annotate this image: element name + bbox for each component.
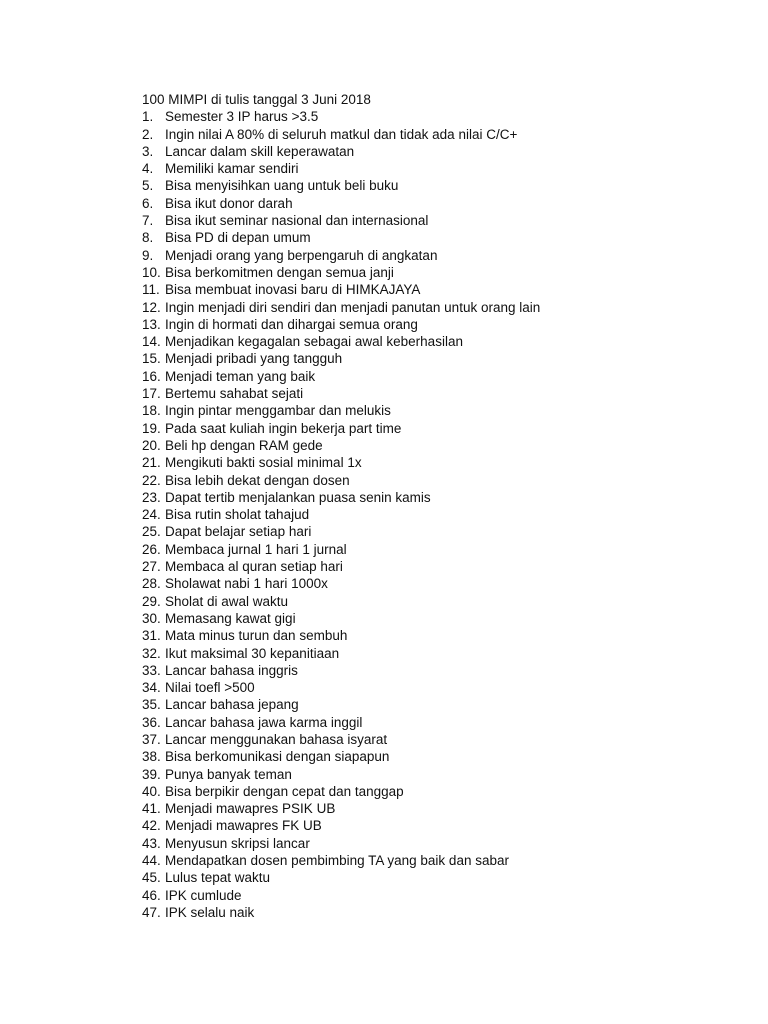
list-item-number: 47. — [142, 904, 161, 920]
list-item — [142, 299, 742, 316]
list-item — [142, 541, 742, 558]
list-item-text: Bisa PD di depan umum — [165, 230, 311, 246]
list-item-text: Ingin pintar menggambar dan melukis — [165, 403, 391, 419]
list-item — [142, 783, 742, 800]
list-item — [142, 852, 742, 869]
list-item-number: 21. — [142, 455, 161, 471]
list-item-number: 37. — [142, 731, 161, 747]
list-item-text: Nilai toefl >500 — [165, 680, 255, 696]
list-item — [142, 350, 742, 367]
list-item-text: Ingin nilai A 80% di seluruh matkul dan tidak ada nilai C/C+ — [165, 126, 518, 142]
list-item — [142, 869, 742, 886]
list-item — [142, 506, 742, 523]
list-item-text: Membaca al quran setiap hari — [165, 559, 343, 575]
list-item-number: 6. — [142, 195, 154, 211]
list-item-number: 12. — [142, 299, 161, 315]
list-item-number: 19. — [142, 420, 161, 436]
list-item-number: 20. — [142, 437, 161, 453]
list-item-text: Bisa berpikir dengan cepat dan tanggap — [165, 783, 404, 799]
list-item — [142, 575, 742, 592]
list-item-number: 3. — [142, 143, 154, 159]
list-item-text: Dapat tertib menjalankan puasa senin kamis — [165, 489, 431, 505]
list-item-number: 40. — [142, 783, 161, 799]
list-item-text: Menjadikan kegagalan sebagai awal keberhasilan — [165, 334, 463, 350]
list-item-text: Sholat di awal waktu — [165, 593, 289, 609]
list-item-number: 8. — [142, 230, 154, 246]
list-item-number: 39. — [142, 766, 161, 782]
list-item — [142, 420, 742, 437]
list-item-number: 31. — [142, 628, 161, 644]
list-item — [142, 593, 742, 610]
list-item-text: Sholawat nabi 1 hari 1000x — [165, 576, 328, 592]
list-item-text: Bertemu sahabat sejati — [165, 386, 304, 402]
list-item-number: 13. — [142, 316, 161, 332]
list-item-number: 42. — [142, 818, 161, 834]
list-item-number: 10. — [142, 264, 161, 280]
list-item-text: Bisa rutin sholat tahajud — [165, 507, 310, 523]
list-item-number: 28. — [142, 576, 161, 592]
list-item — [142, 281, 742, 298]
list-item-text: IPK selalu naik — [165, 904, 255, 920]
list-item-number: 1. — [142, 109, 154, 125]
document-title: 100 MIMPI di tulis tanggal 3 Juni 2018 — [142, 92, 371, 107]
list-item — [142, 229, 742, 246]
list-item-text: Bisa berkomitmen dengan semua janji — [165, 264, 394, 280]
list-item-text: Bisa berkomunikasi dengan siapapun — [165, 749, 390, 765]
list-item-text: Lancar menggunakan bahasa isyarat — [165, 731, 388, 747]
dream-list — [142, 108, 742, 921]
list-item-text: Mengikuti bakti sosial minimal 1x — [165, 455, 362, 471]
list-item-number: 11. — [142, 282, 160, 298]
list-item — [142, 817, 742, 834]
list-item — [142, 368, 742, 385]
list-item-number: 29. — [142, 593, 161, 609]
list-item-text: Lulus tepat waktu — [165, 870, 271, 886]
list-item-text: Bisa ikut seminar nasional dan internasional — [165, 213, 429, 229]
list-item — [142, 610, 742, 627]
list-item — [142, 714, 742, 731]
list-item — [142, 143, 742, 160]
list-item — [142, 489, 742, 506]
list-item — [142, 247, 742, 264]
list-item — [142, 333, 742, 350]
list-item — [142, 679, 742, 696]
list-item-text: Lancar bahasa inggris — [165, 662, 298, 678]
list-item — [142, 645, 742, 662]
list-item-text: Membaca jurnal 1 hari 1 jurnal — [165, 541, 347, 557]
list-item — [142, 800, 742, 817]
list-item-text: Mendapatkan dosen pembimbing TA yang baik dan sabar — [165, 853, 509, 869]
list-item — [142, 160, 742, 177]
list-item-number: 36. — [142, 714, 161, 730]
list-item-number: 23. — [142, 489, 161, 505]
list-item-text: Bisa ikut donor darah — [165, 195, 293, 211]
list-item — [142, 177, 742, 194]
document-page — [142, 91, 742, 921]
list-item-text: Lancar bahasa jawa karma inggil — [165, 714, 363, 730]
list-item-number: 26. — [142, 541, 161, 557]
list-item — [142, 558, 742, 575]
list-item-text: Menjadi teman yang baik — [165, 368, 316, 384]
list-item-text: Menyusun skripsi lancar — [165, 835, 310, 851]
list-item-text: Menjadi orang yang berpengaruh di angkatan — [165, 247, 438, 263]
list-item-number: 32. — [142, 645, 161, 661]
list-item-number: 45. — [142, 870, 161, 886]
list-item-text: Ikut maksimal 30 kepanitiaan — [165, 645, 340, 661]
list-item — [142, 195, 742, 212]
list-item — [142, 696, 742, 713]
list-item-text: Memiliki kamar sendiri — [165, 161, 299, 177]
list-item — [142, 264, 742, 281]
list-item-number: 22. — [142, 472, 161, 488]
list-item — [142, 126, 742, 143]
list-item-text: Ingin di hormati dan dihargai semua orang — [165, 316, 418, 332]
list-item — [142, 766, 742, 783]
list-item — [142, 835, 742, 852]
list-item-text: Menjadi mawapres FK UB — [165, 818, 322, 834]
list-item — [142, 904, 742, 921]
list-item — [142, 731, 742, 748]
list-item — [142, 887, 742, 904]
list-item-number: 25. — [142, 524, 161, 540]
list-item-number: 7. — [142, 213, 154, 229]
list-item-text: Bisa lebih dekat dengan dosen — [165, 472, 350, 488]
list-item — [142, 212, 742, 229]
list-item-text: Semester 3 IP harus >3.5 — [165, 109, 319, 125]
list-item-number: 27. — [142, 559, 161, 575]
list-item — [142, 108, 742, 125]
list-item — [142, 385, 742, 402]
list-item-number: 46. — [142, 887, 161, 903]
list-item-text: Mata minus turun dan sembuh — [165, 628, 348, 644]
list-item-number: 44. — [142, 853, 161, 869]
list-item-number: 15. — [142, 351, 161, 367]
list-item-number: 43. — [142, 835, 161, 851]
list-item-text: Punya banyak teman — [165, 766, 292, 782]
list-item-text: Menjadi mawapres PSIK UB — [165, 801, 336, 817]
list-item-number: 30. — [142, 610, 161, 626]
list-item-text: Pada saat kuliah ingin bekerja part time — [165, 420, 402, 436]
list-item — [142, 316, 742, 333]
list-item-number: 38. — [142, 749, 161, 765]
list-item-text: IPK cumlude — [165, 887, 242, 903]
list-item-text: Lancar bahasa jepang — [165, 697, 299, 713]
list-item-text: Memasang kawat gigi — [165, 610, 296, 626]
list-item-text: Menjadi pribadi yang tangguh — [165, 351, 343, 367]
list-item — [142, 627, 742, 644]
list-item — [142, 437, 742, 454]
list-item-text: Lancar dalam skill keperawatan — [165, 143, 355, 159]
list-item-number: 41. — [142, 801, 161, 817]
list-item-number: 24. — [142, 507, 161, 523]
list-item-number: 14. — [142, 334, 161, 350]
list-item — [142, 454, 742, 471]
list-item-number: 9. — [142, 247, 154, 263]
list-item-number: 4. — [142, 161, 154, 177]
list-item — [142, 523, 742, 540]
list-item-number: 17. — [142, 386, 161, 402]
list-item-text: Bisa menyisihkan uang untuk beli buku — [165, 178, 399, 194]
list-item-number: 34. — [142, 680, 161, 696]
list-item — [142, 402, 742, 419]
list-item — [142, 662, 742, 679]
list-item-number: 2. — [142, 126, 154, 142]
list-item — [142, 472, 742, 489]
list-item-text: Ingin menjadi diri sendiri dan menjadi panutan untuk orang lain — [165, 299, 541, 315]
list-item-number: 18. — [142, 403, 161, 419]
list-item-text: Bisa membuat inovasi baru di HIMKAJAYA — [165, 282, 421, 298]
list-item-number: 35. — [142, 697, 161, 713]
list-item — [142, 748, 742, 765]
list-item-text: Dapat belajar setiap hari — [165, 524, 312, 540]
list-item-number: 33. — [142, 662, 161, 678]
list-item-number: 16. — [142, 368, 161, 384]
list-item-number: 5. — [142, 178, 154, 194]
list-item-text: Beli hp dengan RAM gede — [165, 437, 323, 453]
